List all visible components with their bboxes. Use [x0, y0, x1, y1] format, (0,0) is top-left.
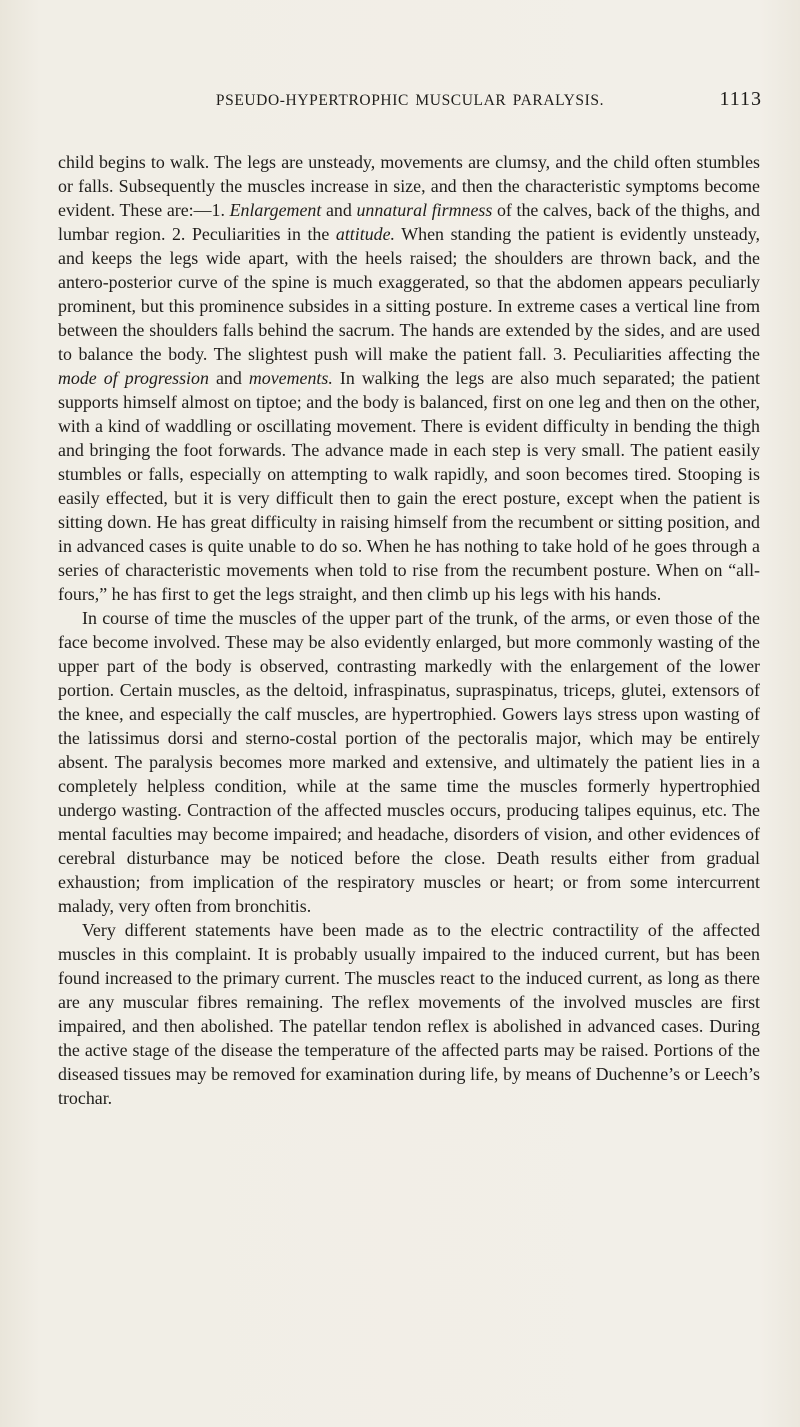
- text-run: and: [208, 368, 249, 388]
- text-run: In walking the legs are also much separated; the patient supports himself almost on tiptoe; and the body is balanced, first on one leg and then on the other, with a kind of waddling or oscillating movement. There is evident difficulty in bending the thigh and bringing the foot forwards. The advance made in each step is very small. The patient easily stumbles or falls, especially on attempting to walk rapidly, and soon becomes tired. Stooping is easily effected, but it is very difficult then to gain the erect posture, except when the patient is sitting down. He has great difficulty in raising himself from the recumbent or sitting position, and in advanced cases is quite unable to do so. When he has nothing to take hold of he goes through a series of characteristic movements when told to rise from the recumbent posture. When on “all-fours,” he has first to get the legs straight, and then climb up his legs with his hands.: [58, 368, 761, 604]
- text-run: and: [321, 200, 357, 220]
- italic-phrase: mode of progression: [58, 368, 209, 388]
- italic-phrase: movements.: [248, 368, 333, 388]
- italic-phrase: unnatural firmness: [356, 200, 493, 220]
- text-run: Very different statements have been made as to the electric contractility of the affected muscles in this complaint. It is probably usually impaired to the induced current, but has been found increased to the primary current. The muscles react to the induced current, as long as there are any muscular fibres remaining. The reflex movements of the involved muscles are first impaired, and then abolished. The patellar tendon reflex is abolished in advanced cases. During the active stage of the disease the temperature of the affected parts may be raised. Portions of the diseased tissues may be removed for examination during life, by means of Duchenne’s or Leech’s trochar.: [58, 920, 760, 1108]
- italic-phrase: attitude.: [335, 224, 396, 244]
- running-head: PSEUDO-HYPERTROPHIC MUSCULAR PARALYSIS.: [215, 92, 605, 109]
- paragraph: [58, 918, 760, 1110]
- paragraph: [58, 150, 760, 606]
- page-number: 1113: [719, 88, 762, 110]
- italic-phrase: Enlargement: [229, 200, 322, 220]
- paragraph: [58, 606, 760, 918]
- text-run: In course of time the muscles of the upper part of the trunk, of the arms, or even those of the face become involved. These may be also evidently enlarged, but more commonly wasting of the upper part of the body is observed, contrasting markedly with the enlargement of the lower portion. Certain muscles, as the deltoid, infraspinatus, supraspinatus, triceps, glutei, extensors of the knee, and especially the calf muscles, are hypertrophied. Gowers lays stress upon wasting of the latissimus dorsi and sterno-costal portion of the pectoralis major, which may be entirely absent. The paralysis becomes more marked and extensive, and ultimately the patient lies in a completely helpless condition, while at the same time the muscles formerly hypertrophied undergo wasting. Contraction of the affected muscles occurs, producing talipes equinus, etc. The mental faculties may become impaired; and headache, disorders of vision, and other evidences of cerebral disturbance may be noticed before the close. Death results either from gradual exhaustion; from implication of the respiratory muscles or heart; or from some intercurrent malady, very often from bronchitis.: [58, 608, 760, 916]
- page-header: [58, 88, 762, 118]
- body-text: [58, 150, 760, 1110]
- text-run: child begins to walk. The legs are unsteady, movements are clumsy, and the child often stumbles or falls. Subsequently the muscles increase in size, and then the characteristic symptoms become evident. These are:—1.: [58, 152, 760, 220]
- text-run: When standing the patient is evidently unsteady, and keeps the legs wide apart, with the heels raised; the shoulders are thrown back, and the antero-posterior curve of the spine is much exaggerated, so that the abdomen appears peculiarly prominent, but this prominence subsides in a sitting posture. In extreme cases a vertical line from between the shoulders falls behind the sacrum. The hands are extended by the sides, and are used to balance the body. The slightest push will make the patient fall. 3. Peculiarities affecting the: [58, 224, 760, 364]
- text-run: of the calves, back of the thighs, and lumbar region. 2. Peculiarities in the: [58, 200, 760, 244]
